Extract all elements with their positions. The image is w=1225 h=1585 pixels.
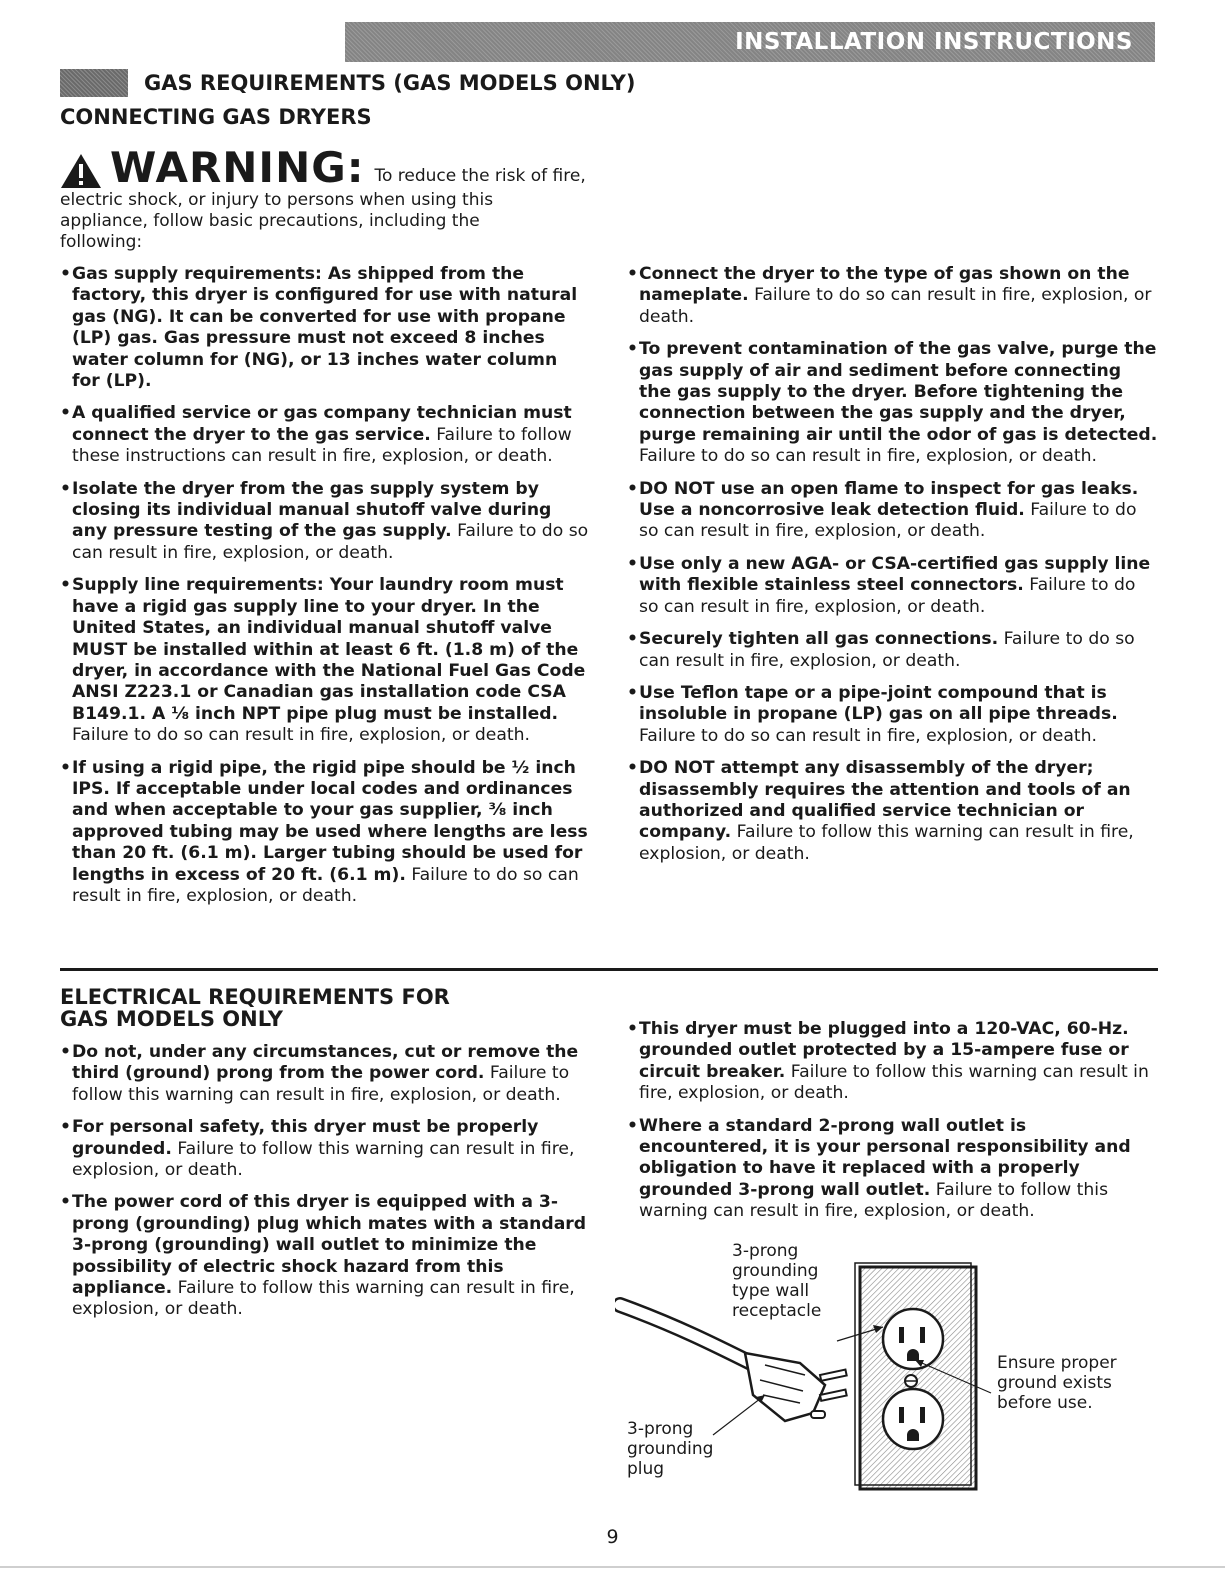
electrical-requirements-title: ELECTRICAL REQUIREMENTS FOR GAS MODELS ONLY xyxy=(60,985,450,1031)
plug-label: 3-prong grounding plug xyxy=(627,1419,714,1479)
warning-bullet-item xyxy=(627,1116,1159,1223)
bullet-normal-text: Failure to do so can result in fire, explosion, or death. xyxy=(72,864,579,906)
bullet-bold-text: Use Teflon tape or a pipe-joint compound that is insoluble in propane (LP) gas on all pipe threads. xyxy=(639,682,1118,725)
bullet-normal-text: Failure to do so can result in fire, explosion, or death. xyxy=(639,285,1152,327)
bullet-normal-text: Failure to do so can result in fire, explosion, or death. xyxy=(639,725,1097,746)
ensure-ground-label: Ensure proper ground exists before use. xyxy=(997,1353,1117,1413)
bullet-bold-text: DO NOT attempt any disassembly of the dryer; disassembly requires the attention and tools of an authorized and qualified service technician or company. xyxy=(639,758,1131,843)
bullet-bold-text: Use only a new AGA- or CSA-certified gas supply line with flexible stainless steel connectors. xyxy=(639,553,1151,596)
warning-bullet-item xyxy=(627,629,1159,672)
heading-marker-block xyxy=(60,69,128,97)
bullet-normal-text: Failure to do so can result in fire, explosion, or death. xyxy=(639,500,1137,542)
bullet-normal-text: Failure to do so can result in fire, explosion, or death. xyxy=(72,521,589,563)
warning-block xyxy=(60,143,600,253)
bullet-normal-text: Failure to follow this warning can result in fire, explosion, or death. xyxy=(72,1138,575,1181)
bottom-edge-line xyxy=(0,1566,1225,1568)
warning-bullet-item xyxy=(60,575,590,746)
warning-bullet-item xyxy=(627,1019,1159,1105)
bullet-bold-text: Connect the dryer to the type of gas shown on the nameplate. xyxy=(639,264,1130,306)
outlet-plug-illustration xyxy=(615,1235,1155,1495)
warning-bullet-item xyxy=(627,554,1159,618)
bullet-bold-text: Supply line requirements: Your laundry room must have a rigid gas supply line to your dryer. In the United States, an individual manual shutoff valve MUST be installed within at least 6 ft. (1.8 m) of the dryer, in accordance with the National Fuel Gas Code ANSI Z223.1 or Canadian gas installation code CSA B149.1. A ⅛ inch NPT pipe plug must be installed. xyxy=(72,575,586,724)
bullet-bold-text: For personal safety, this dryer must be properly grounded. xyxy=(72,1117,539,1159)
bullet-bold-text: DO NOT use an open flame to inspect for gas leaks. Use a noncorrosive leak detection fluid. xyxy=(639,478,1139,521)
bullet-normal-text: Failure to follow this warning can result in fire, explosion, or death. xyxy=(72,1063,570,1105)
warning-bullet-item xyxy=(627,758,1159,865)
bullet-bold-text: Securely tighten all gas connections. xyxy=(639,629,999,650)
bullet-bold-text: The power cord of this dryer is equipped with a 3-prong (grounding) plug which mates with a standard 3-prong (grounding) wall outlet to minimize the possibility of electric shock hazard from this appliance. xyxy=(72,1192,587,1299)
bullet-bold-text: This dryer must be plugged into a 120-VAC, 60-Hz. grounded outlet protected by a 15-ampere fuse or circuit breaker. xyxy=(639,1019,1129,1082)
warning-bullet-item xyxy=(627,339,1159,467)
gas-requirements-title: GAS REQUIREMENTS (GAS MODELS ONLY) xyxy=(144,71,636,95)
warning-bullet-item xyxy=(60,1042,590,1106)
electrical-left-column xyxy=(60,1042,590,1332)
bullet-bold-text: To prevent contamination of the gas valve, purge the gas supply of air and sediment before connecting the gas supply to the dryer. Before tightening the connection between the gas supply and the dryer, purge remaining air until the odor of gas is detected. xyxy=(639,339,1158,445)
warning-lead-text: To reduce the risk of fire, xyxy=(374,166,586,186)
bullet-bold-text: Isolate the dryer from the gas supply system by closing its individual manual shutoff valve during any pressure testing of the gas supply. xyxy=(72,478,552,542)
gas-right-column xyxy=(627,264,1159,876)
section-divider xyxy=(60,968,1158,971)
warning-bullet-item xyxy=(627,683,1159,747)
bullet-normal-text: Failure to follow this warning can result in fire, explosion, or death. xyxy=(639,822,1134,864)
warning-bullet-item xyxy=(60,403,590,467)
bullet-normal-text: Failure to follow this warning can result in fire, explosion, or death. xyxy=(639,1179,1109,1222)
warning-bullet-item xyxy=(60,1117,590,1181)
warning-word: WARNING: xyxy=(110,143,365,192)
warning-triangle-icon xyxy=(60,152,102,190)
bullet-normal-text: Failure to do so can result in fire, explosion, or death. xyxy=(72,725,530,746)
bullet-normal-text: Failure to follow this warning can result in fire, explosion, or death. xyxy=(72,1278,575,1320)
section-banner: INSTALLATION INSTRUCTIONS xyxy=(345,22,1155,62)
bullet-normal-text: Failure to follow these instructions can result in fire, explosion, or death. xyxy=(72,424,572,467)
electrical-right-column xyxy=(627,1019,1159,1234)
warning-bullet-item xyxy=(627,264,1159,328)
warning-bullet-item xyxy=(60,264,590,392)
bullet-normal-text: Failure to do so can result in fire, explosion, or death. xyxy=(639,629,1135,671)
bullet-bold-text: Do not, under any circumstances, cut or remove the third (ground) prong from the power cord. xyxy=(72,1042,579,1084)
warning-bullet-item xyxy=(60,1192,590,1320)
bullet-normal-text: Failure to do so can result in fire, explosion, or death. xyxy=(639,575,1136,617)
gas-heading-row xyxy=(60,66,635,100)
warning-body-text: electric shock, or injury to persons when using this appliance, follow basic precautions, including the following: xyxy=(60,190,494,252)
page-number: 9 xyxy=(606,1526,619,1548)
gas-left-column xyxy=(60,264,590,918)
warning-bullet-item xyxy=(60,479,590,565)
bullet-normal-text: Failure to do so can result in fire, explosion, or death. xyxy=(639,446,1097,467)
connecting-gas-dryers-subtitle: CONNECTING GAS DRYERS xyxy=(60,105,372,129)
bullet-bold-text: Gas supply requirements: As shipped from the factory, this dryer is configured for use with natural gas (NG). It can be converted for use with propane (LP) gas. Gas pressure must not exceed 8 inches water column for (NG), or 13 inches water column for (LP). xyxy=(72,264,578,392)
bullet-normal-text: Failure to follow this warning can result in fire, explosion, or death. xyxy=(639,1061,1149,1104)
warning-bullet-item xyxy=(60,758,590,908)
bullet-bold-text: If using a rigid pipe, the rigid pipe should be ½ inch IPS. If acceptable under local codes and ordinances and when acceptable to your gas supplier, ⅜ inch approved tubing may be used where lengths are less than 20 ft. (6.1 m). Larger tubing should be used for lengths in excess of 20 ft. (6.1 m). xyxy=(72,757,588,885)
receptacle-label: 3-prong grounding type wall receptacle xyxy=(732,1241,822,1321)
bullet-bold-text: A qualified service or gas company technician must connect the dryer to the gas service. xyxy=(72,403,572,445)
warning-bullet-item xyxy=(627,479,1159,543)
bullet-bold-text: Where a standard 2-prong wall outlet is encountered, it is your personal responsibility and obligation to have it replaced with a properly grounded 3-prong wall outlet. xyxy=(639,1115,1131,1200)
